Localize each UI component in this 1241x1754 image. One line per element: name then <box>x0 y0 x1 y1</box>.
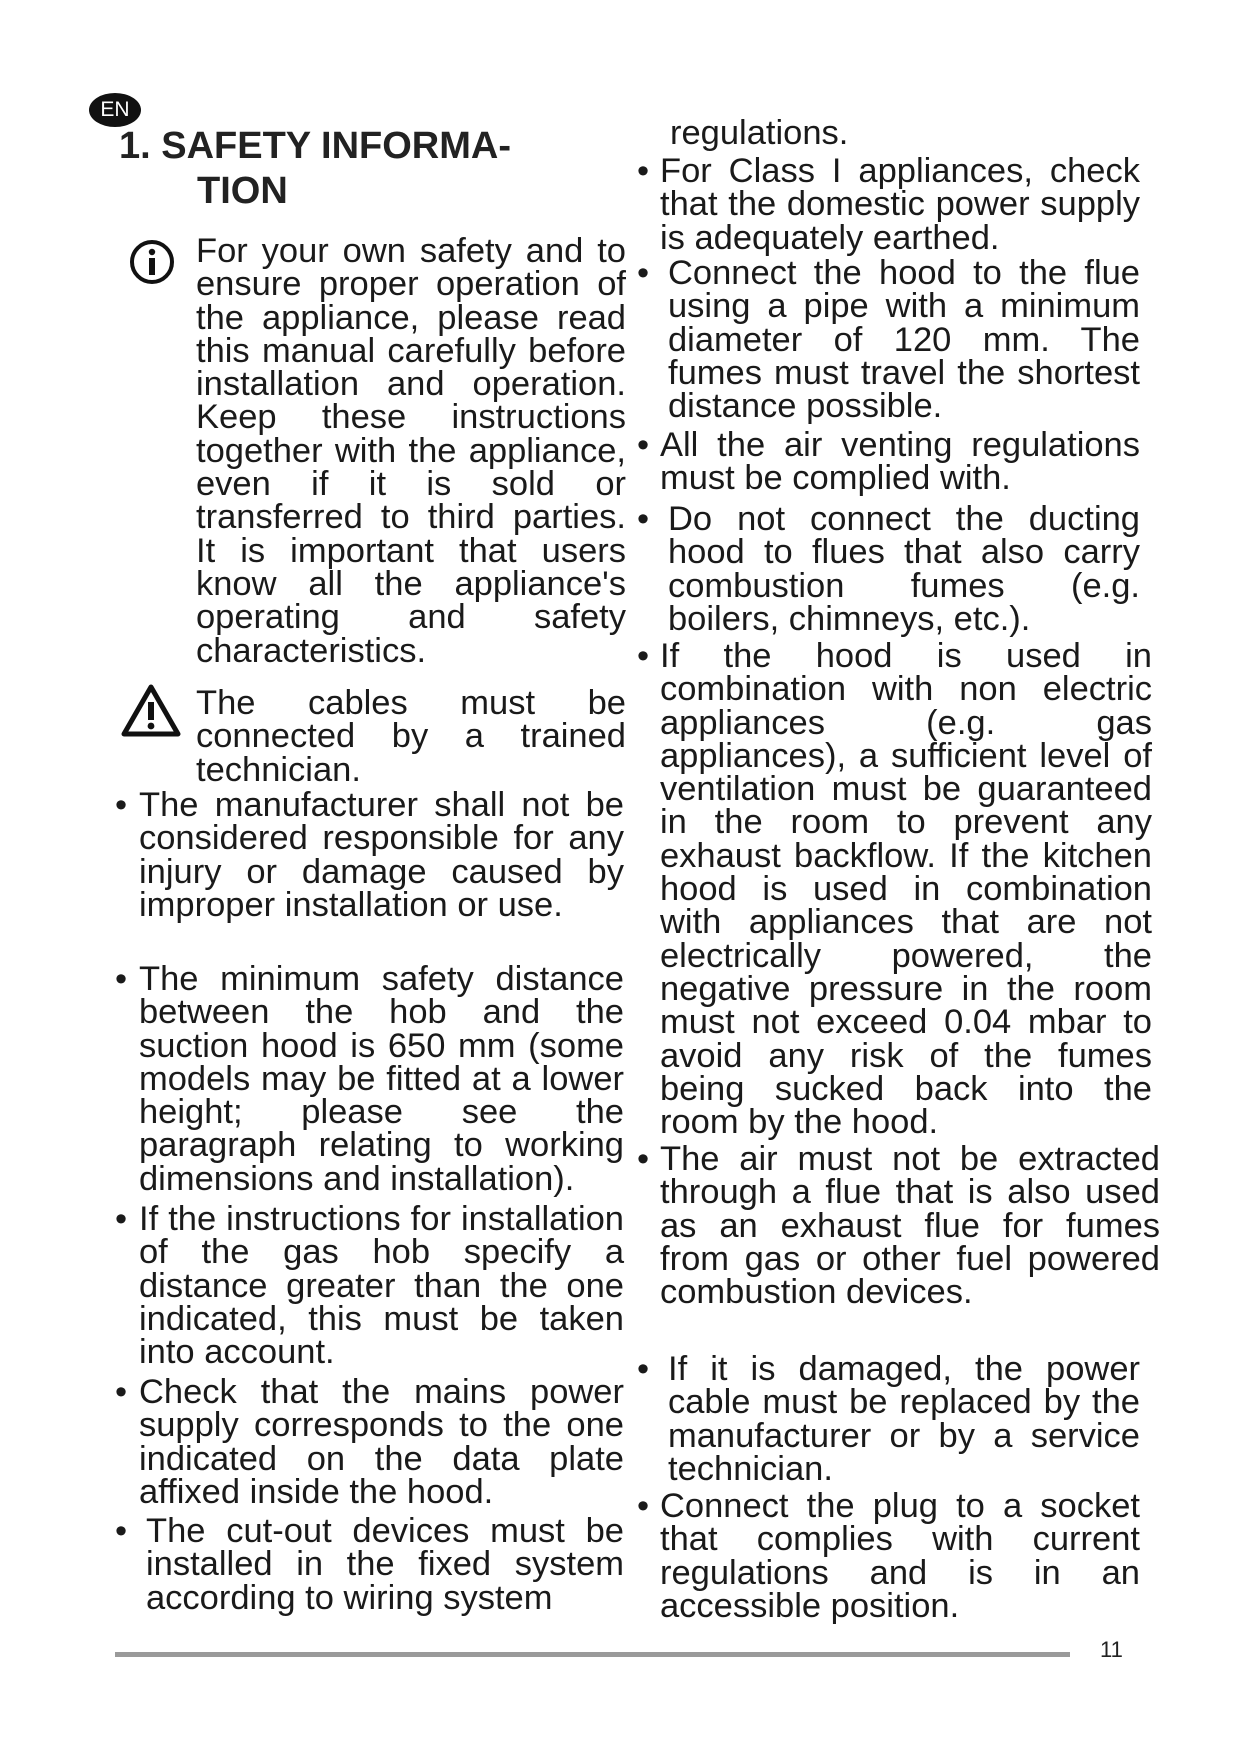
section-title: 1. SAFETY INFORMA- <box>119 125 511 167</box>
right-bullet-2: Connect the hood to the flue using a pipe with a minimum diameter of 120 mm. The fumes must travel the shortest distance possible. <box>668 254 1140 426</box>
warning-triangle-icon <box>120 683 182 738</box>
bullet-glyph: • <box>637 426 650 464</box>
right-bullet-1: For Class I appliances, check that the domestic power supply is adequately earthed. <box>660 152 1140 257</box>
left-bullet-2: The minimum safety distance between the hob and the suction hood is 650 mm (some models may be fitted at a lower height; please see the paragraph relating to working dimensions and installation). <box>139 960 624 1198</box>
left-bullet-1: The manufacturer shall not be considered responsible for any injury or damage caused by improper installation or use. <box>139 786 624 924</box>
language-badge: EN <box>89 93 141 127</box>
bullet-glyph: • <box>637 1487 650 1525</box>
left-bullet-4: Check that the mains power supply corresponds to the one indicated on the data plate affixed inside the hood. <box>139 1373 624 1511</box>
footer-divider <box>115 1652 1070 1657</box>
bullet-glyph: • <box>115 786 128 824</box>
right-bullet-8: Connect the plug to a socket that complies with current regulations and is in an accessible position. <box>660 1487 1140 1625</box>
bullet-glyph: • <box>115 1373 128 1411</box>
section-title-continuation: TION <box>197 170 288 212</box>
right-bullet-5: If the hood is used in combination with non electric appliances (e.g. gas appliances), a sufficient level of ventilation must be guaranteed in the room to prevent any exhaust backflow. If the kitchen hood is used in combination with appliances that are not electrically powered, the negative pressure in the room must not exceed 0.04 mbar to avoid any risk of the fumes being sucked back into the room by the hood. <box>660 637 1152 1142</box>
right-bullet-7: If it is damaged, the power cable must be replaced by the manufacturer or by a service technician. <box>668 1350 1140 1488</box>
info-icon <box>128 238 176 286</box>
bullet-glyph: • <box>115 960 128 998</box>
page-number: 11 <box>1100 1637 1123 1662</box>
right-bullet-4: Do not connect the ducting hood to flues that also carry combustion fumes (e.g. boilers, chimneys, etc.). <box>668 500 1140 638</box>
bullet-glyph: • <box>637 1140 650 1178</box>
right-bullet-6: The air must not be extracted through a flue that is also used as an exhaust flue for fumes from gas or other fuel powered combustion devices. <box>660 1140 1160 1312</box>
info-notice-text: For your own safety and to ensure proper operation of the appliance, please read this manual carefully before installation and operation. Keep these instructions together with the appliance, even if it is sold or transferred to third parties. It is important that users know all the appliance's operating and safety characteristics. <box>196 232 626 670</box>
bullet-glyph: • <box>637 1350 650 1388</box>
bullet-glyph: • <box>115 1512 128 1550</box>
bullet-glyph: • <box>637 254 650 292</box>
left-bullet-3: If the instructions for installation of the gas hob specify a distance greater than the one indicated, this must be taken into account. <box>139 1200 624 1372</box>
bullet-glyph: • <box>115 1200 128 1238</box>
bullet-glyph: • <box>637 500 650 538</box>
right-continuation-text: regulations. <box>670 114 849 152</box>
warning-notice-text: The cables must be connected by a trained technician. <box>196 684 626 789</box>
right-bullet-3: All the air venting regulations must be complied with. <box>660 426 1140 498</box>
bullet-glyph: • <box>637 152 650 190</box>
bullet-glyph: • <box>637 637 650 675</box>
left-bullet-5: The cut-out devices must be installed in the fixed system according to wiring system <box>146 1512 624 1617</box>
